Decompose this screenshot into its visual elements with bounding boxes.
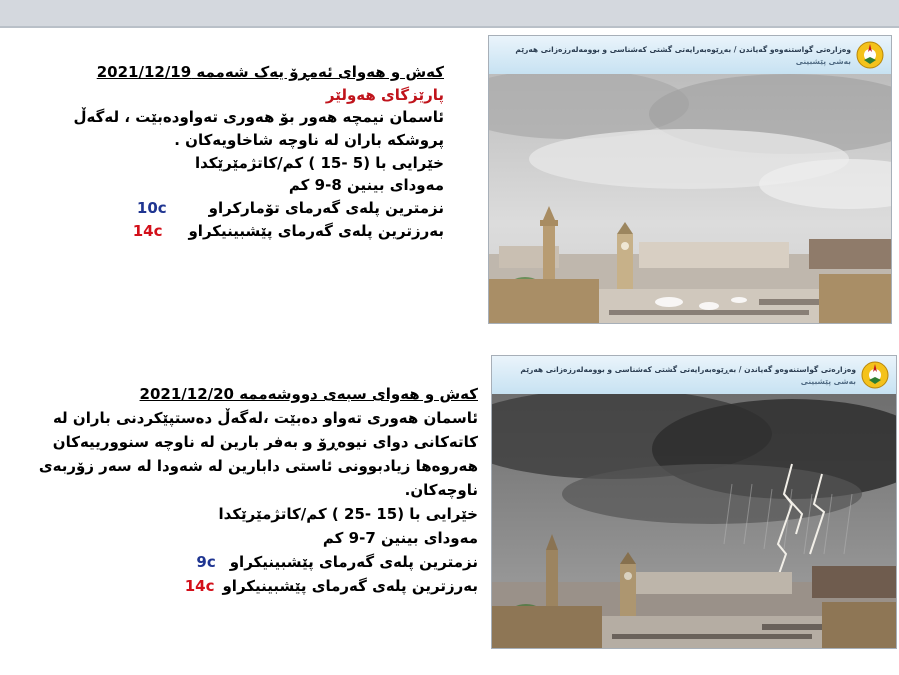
- banner-directorate: بەڕێوەبەرایەتی گشتی کەشناسی و بوومەلەرزەزانی هەرێم: [520, 364, 737, 374]
- forecast-2-min-temp-value: 9c: [196, 553, 216, 571]
- storm-cityscape-illustration: [492, 394, 896, 648]
- ministry-banner: وەزارەتی گواستنەوەو گەیاندن / بەڕێوەبەرایەتی گشتی کەشناسی و بوومەلەرزەزانی هەرێم بەشی پێشبینی: [489, 36, 891, 75]
- kurdistan-emblem-icon: [860, 360, 890, 390]
- forecast-1-max-temp-label: بەرزترین پلەی گەرمای پێشبینیکراو: [188, 221, 444, 240]
- weather-image-today: [488, 35, 892, 324]
- forecast-1-region: پارێزگای هەولێر: [325, 85, 444, 104]
- forecast-2-max-temp: [20, 574, 478, 598]
- kurdistan-emblem-icon: [855, 40, 885, 70]
- forecast-2-max-temp-label: بەرزترین پلەی گەرمای پێشبینیکراو: [222, 577, 478, 595]
- ministry-banner: وەزارەتی گواستنەوەو گەیاندن / بەڕێوەبەرایەتی گشتی کەشناسی و بوومەلەرزەزانی هەرێم بەشی پێشبینی: [492, 356, 896, 395]
- city-scene-cloudy: [489, 74, 891, 323]
- forecast-2-text: [20, 382, 478, 598]
- banner-section: بەشی پێشبینی: [800, 376, 856, 386]
- forecast-1-date-title: کەش و هەوای ئەمڕۆ یەک شەممە 2021/12/19: [96, 63, 444, 81]
- forecast-2-description-1: ئاسمان هەوری تەواو دەبێت ،لەگەڵ دەستپێکردنی باران لە: [52, 409, 478, 427]
- weather-image-tomorrow: [491, 355, 897, 649]
- forecast-1-wind: خێرایی با (5 -15 ) کم/کاتژمێرێکدا: [194, 153, 444, 172]
- slide-top-bar: [0, 0, 899, 28]
- forecast-2-description-2: کاتەکانی دوای نیوەڕۆ و بەفر بارین لە ناوچە سنوورییەکان: [52, 433, 478, 451]
- forecast-2-wind: خێرایی با (15 -25 ) کم/کاتژمێرێکدا: [218, 505, 478, 523]
- forecast-2-max-temp-value: 14c: [184, 577, 215, 595]
- forecast-1-min-temp: [40, 197, 444, 220]
- forecast-1-visibility: مەودای بینین 8-9 کم: [288, 176, 444, 195]
- cityscape-illustration: [489, 74, 891, 323]
- forecast-2-date-title: کەش و هەوای سبەی دووشەممە 2021/12/20: [139, 385, 478, 403]
- forecast-1-description-2: پروشکە باران لە ناوچە شاخاویەکان .: [174, 131, 444, 150]
- forecast-2-description-4: ناوچەکان.: [404, 481, 478, 499]
- forecast-2-min-temp: [20, 550, 478, 574]
- banner-directorate: بەڕێوەبەرایەتی گشتی کەشناسی و بوومەلەرزەزانی هەرێم: [515, 44, 732, 54]
- banner-section: بەشی پێشبینی: [795, 56, 851, 66]
- banner-ministry: وەزارەتی گواستنەوەو گەیاندن: [739, 44, 851, 54]
- forecast-1-max-temp-value: 14c: [132, 221, 163, 240]
- forecast-1-min-temp-value: 10c: [136, 199, 167, 218]
- forecast-2-description-3: هەروەها زیادبوونی ئاستی دابارین لە شەودا لە سەر زۆربەی: [38, 457, 478, 475]
- forecast-1-text: [40, 61, 444, 243]
- banner-ministry: وەزارەتی گواستنەوەو گەیاندن: [744, 364, 856, 374]
- forecast-1-description-1: ئاسمان نیمچە هەور بۆ هەوری تەواودەبێت ، لەگەڵ: [73, 108, 444, 127]
- forecast-1-max-temp: [40, 220, 444, 243]
- city-scene-storm: [492, 394, 896, 648]
- forecast-1-min-temp-label: نزمترین پلەی گەرمای تۆمارکراو: [208, 199, 444, 218]
- forecast-2-min-temp-label: نزمترین پلەی گەرمای پێشبینیکراو: [229, 553, 478, 571]
- forecast-2-visibility: مەودای بینین 7-9 کم: [322, 529, 478, 547]
